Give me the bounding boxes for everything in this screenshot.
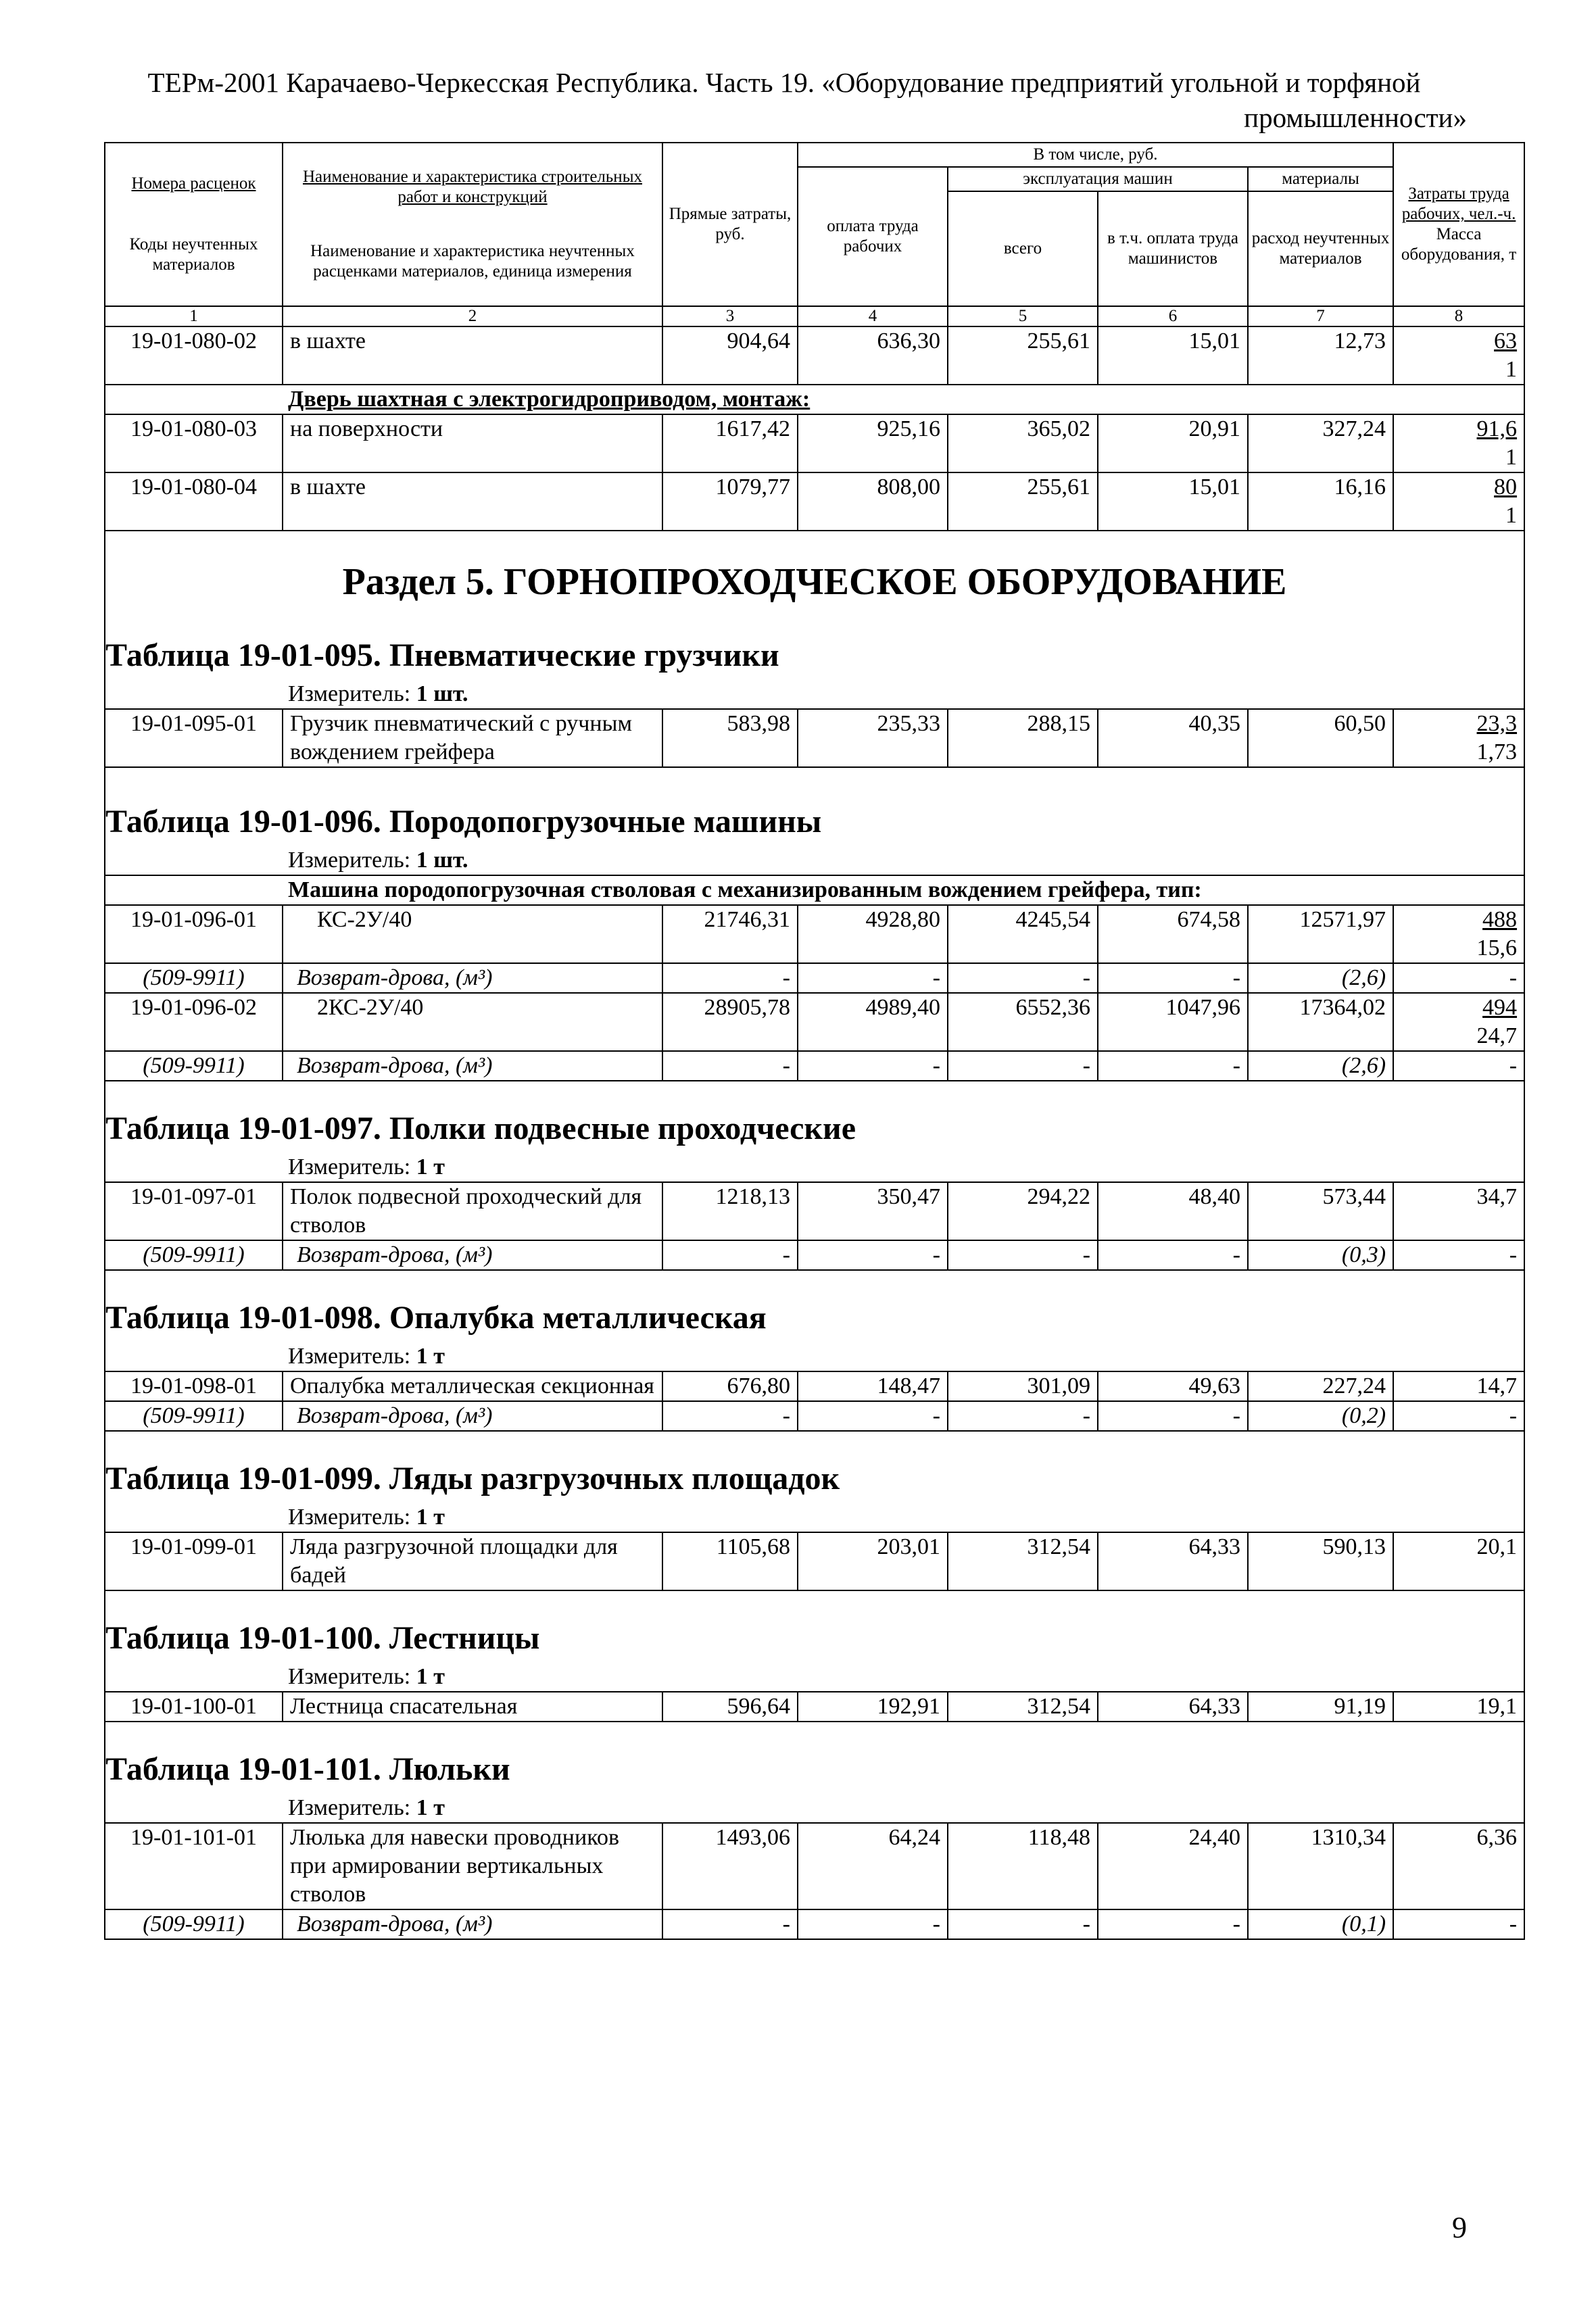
meter-095: Измеритель: 1 шт. — [105, 680, 1524, 709]
table-title-101: Таблица 19-01-101. Люльки — [105, 1722, 1524, 1794]
table-row: 19-01-100-01 Лестница спасательная 596,64 192,91 312,54 64,33 91,19 19,1 — [105, 1692, 1524, 1722]
meter-100: Измеритель: 1 т — [105, 1663, 1524, 1692]
table-row: (509-9911) Возврат-дрова, (м³) - - - - (0,1) - — [105, 1909, 1524, 1939]
page-number: 9 — [1452, 2211, 1467, 2244]
col2-header: Наименование и характеристика строительных работ и конструкций Наименование и характеристика неучтенных расценками материалов, единица измерения — [283, 143, 662, 306]
col4-header: оплата труда рабочих — [798, 167, 948, 306]
table-row: (509-9911) Возврат-дрова, (м³) - - - - (0,3) - — [105, 1240, 1524, 1270]
table-row: 19-01-096-02 2КС-2У/40 28905,78 4989,40 6552,36 1047,96 17364,02 494 24,7 — [105, 993, 1524, 1051]
header-line-2: промышленности» — [1244, 102, 1467, 133]
meter-098: Измеритель: 1 т — [105, 1342, 1524, 1371]
column-numbers: 1 2 3 4 5 6 7 8 — [105, 306, 1524, 326]
table-title-096: Таблица 19-01-096. Породопогрузочные машины — [105, 767, 1524, 846]
page-header — [101, 65, 1467, 135]
table-row: 19-01-080-03 на поверхности 1617,42 925,16 365,02 20,91 327,24 91,6 1 — [105, 414, 1524, 472]
meter-097: Измеритель: 1 т — [105, 1153, 1524, 1182]
materials-header: материалы — [1248, 167, 1393, 191]
table-title-095: Таблица 19-01-095. Пневматические грузчики — [105, 626, 1524, 680]
table-title-097: Таблица 19-01-097. Полки подвесные проходческие — [105, 1081, 1524, 1153]
table-title-100: Таблица 19-01-100. Лестницы — [105, 1590, 1524, 1663]
col1-header: Номера расценок Коды неучтенных материалов — [105, 143, 283, 306]
incl-header: В том числе, руб. — [798, 143, 1393, 167]
group-heading: Дверь шахтная с электрогидроприводом, монтаж: — [105, 385, 1524, 414]
col6-header: в т.ч. оплата труда машинистов — [1098, 191, 1248, 306]
table-row: (509-9911) Возврат-дрова, (м³) - - - - (0,2) - — [105, 1401, 1524, 1431]
col5-header: всего — [948, 191, 1098, 306]
col3-header: Прямые затраты, руб. — [662, 143, 798, 306]
machines-header: эксплуатация машин — [948, 167, 1248, 191]
table-row: 19-01-096-01 КС-2У/40 21746,31 4928,80 4245,54 674,58 12571,97 488 15,6 — [105, 905, 1524, 963]
table-row: 19-01-101-01 Люлька для навески проводников при армировании вертикальных стволов 1493,06 64,24 118,48 24,40 1310,34 6,36 — [105, 1823, 1524, 1909]
table-title-098: Таблица 19-01-098. Опалубка металлическая — [105, 1270, 1524, 1342]
table-row: 19-01-080-04 в шахте 1079,77 808,00 255,61 15,01 16,16 80 1 — [105, 472, 1524, 531]
table-row: (509-9911) Возврат-дрова, (м³) - - - - (2,6) - — [105, 1051, 1524, 1081]
rates-table — [104, 142, 1525, 1940]
header-row — [105, 143, 1524, 167]
group-heading: Машина породопогрузочная стволовая с механизированным вождением грейфера, тип: — [105, 875, 1524, 905]
header-line-1: ТЕРм-2001 Карачаево-Черкесская Республика. Часть 19. «Оборудование предприятий угольной и торфяной — [147, 67, 1421, 98]
col8-header: Затраты труда рабочих, чел.-ч. Масса оборудования, т — [1393, 143, 1524, 306]
meter-101: Измеритель: 1 т — [105, 1794, 1524, 1823]
table-row: 19-01-097-01 Полок подвесной проходческий для стволов 1218,13 350,47 294,22 48,40 573,44 34,7 — [105, 1182, 1524, 1240]
section-title: Раздел 5. ГОРНОПРОХОДЧЕСКОЕ ОБОРУДОВАНИЕ — [105, 531, 1524, 626]
table-row: (509-9911) Возврат-дрова, (м³) - - - - (2,6) - — [105, 963, 1524, 993]
table-row: 19-01-098-01 Опалубка металлическая секционная 676,80 148,47 301,09 49,63 227,24 14,7 — [105, 1371, 1524, 1401]
table-row: 19-01-095-01 Грузчик пневматический с ручным вождением грейфера 583,98 235,33 288,15 40,35 60,50 23,3 1,73 — [105, 709, 1524, 767]
table-row: 19-01-080-02 в шахте 904,64 636,30 255,61 15,01 12,73 63 1 — [105, 326, 1524, 385]
meter-096: Измеритель: 1 шт. — [105, 846, 1524, 875]
col7-header: расход неучтенных материалов — [1248, 191, 1393, 306]
table-title-099: Таблица 19-01-099. Ляды разгрузочных площадок — [105, 1431, 1524, 1503]
meter-099: Измеритель: 1 т — [105, 1503, 1524, 1532]
table-row: 19-01-099-01 Ляда разгрузочной площадки для бадей 1105,68 203,01 312,54 64,33 590,13 20,1 — [105, 1532, 1524, 1590]
